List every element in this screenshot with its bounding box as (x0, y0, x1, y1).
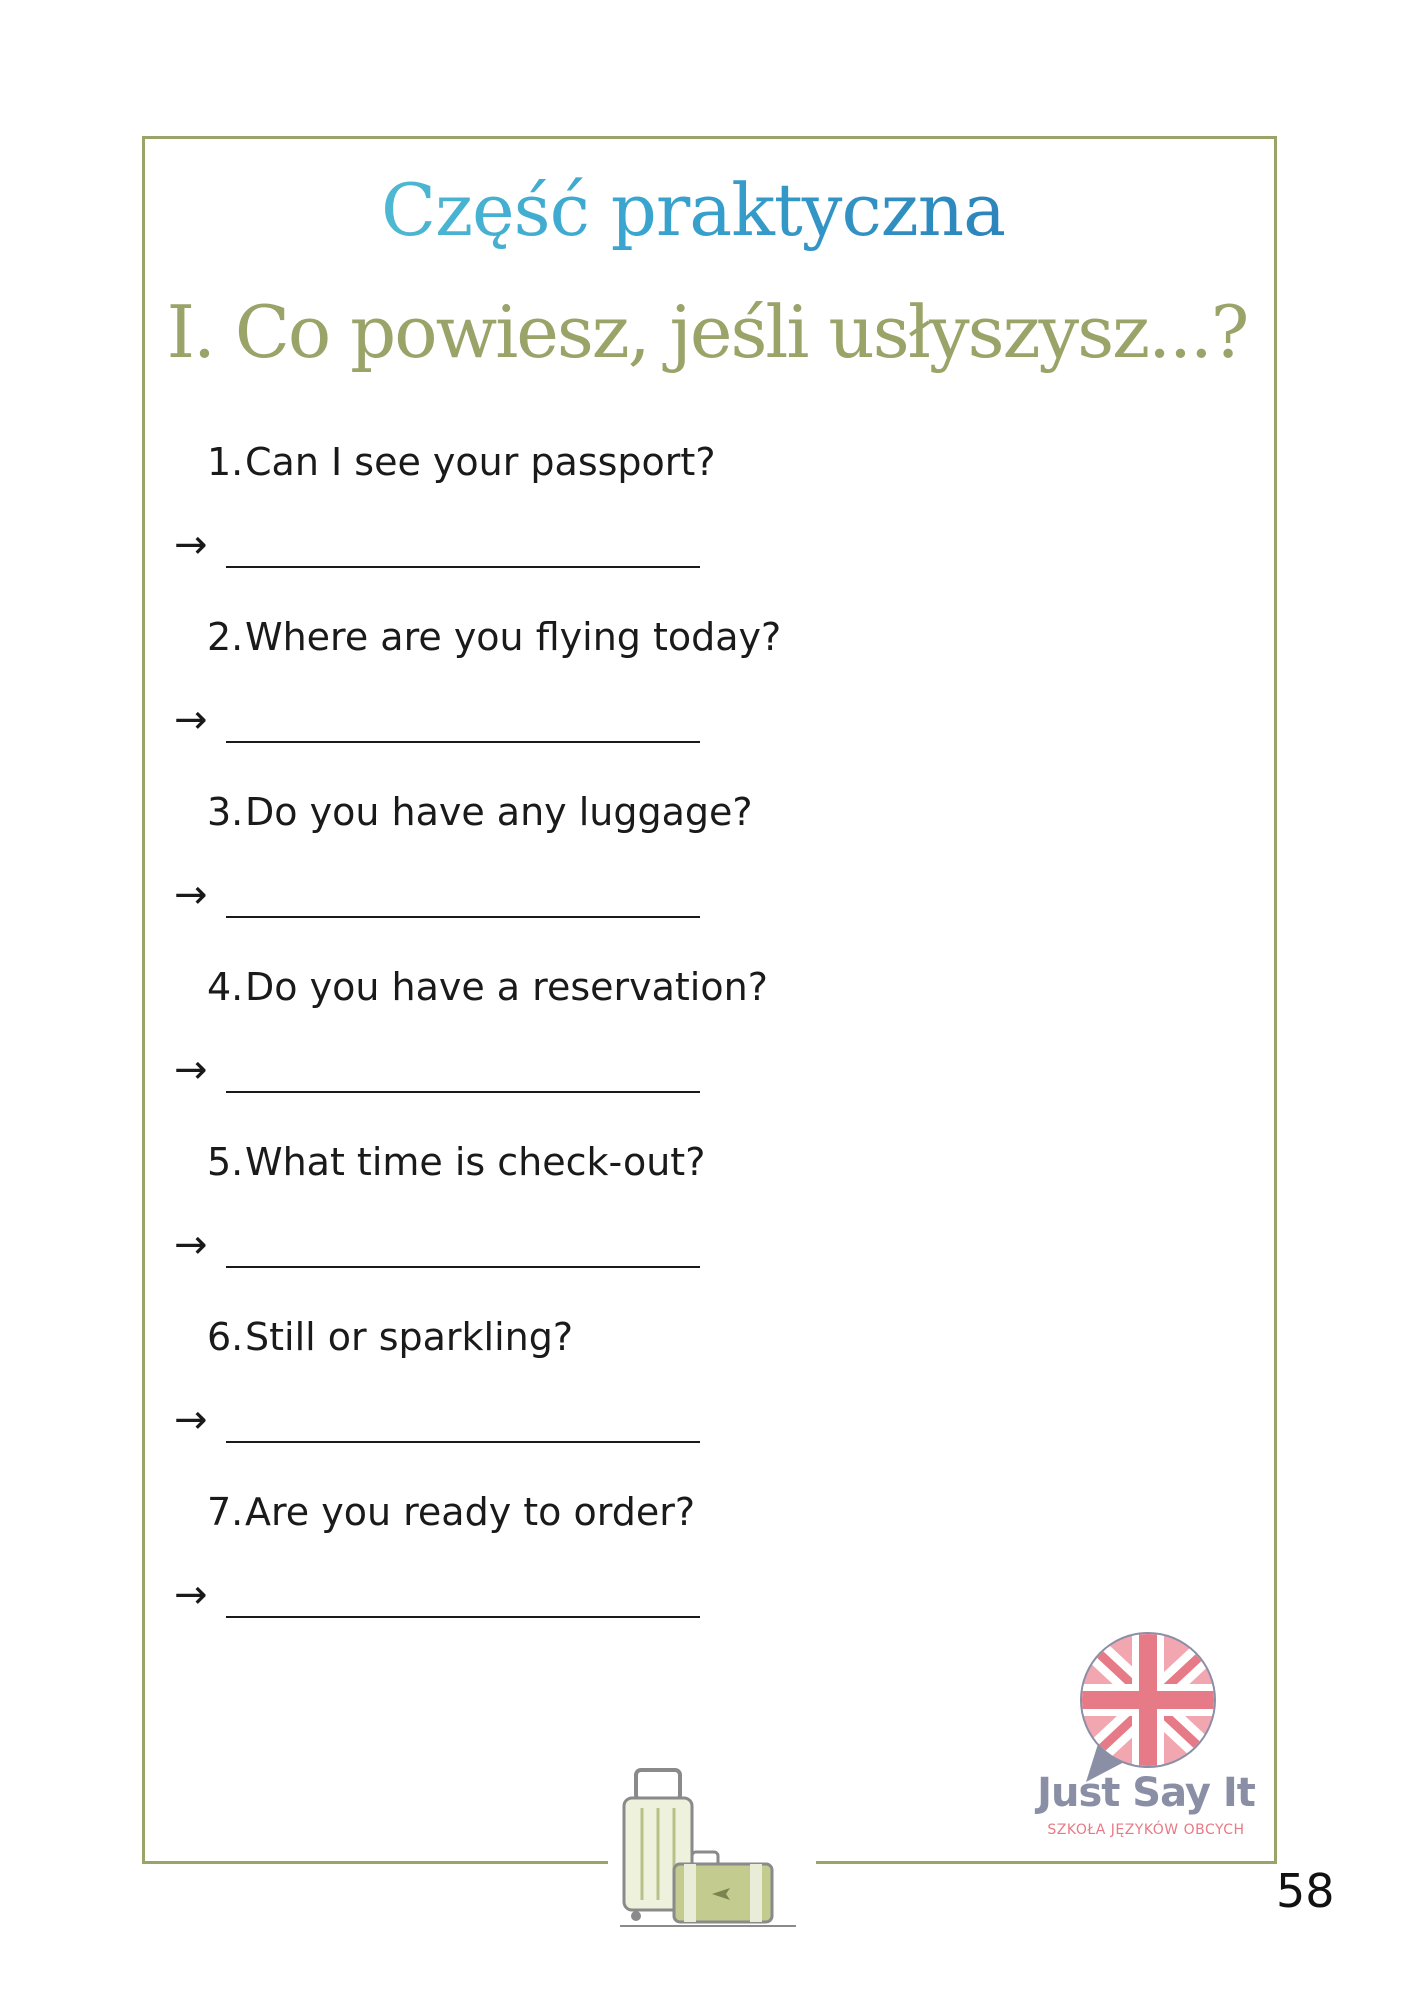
answer-line[interactable] (226, 741, 700, 743)
question-number: 3. (207, 790, 244, 834)
luggage-icon (620, 1768, 796, 1928)
question-1 (207, 440, 716, 484)
question-text: Do you have a reservation? (245, 965, 768, 1009)
question-4 (207, 965, 768, 1009)
arrow-icon: → (174, 697, 208, 743)
arrow-icon: → (174, 1047, 208, 1093)
answer-line[interactable] (226, 1441, 700, 1443)
question-7 (207, 1490, 695, 1534)
answer-line[interactable] (226, 1266, 700, 1268)
answer-1[interactable] (174, 522, 208, 568)
arrow-icon: → (174, 1397, 208, 1443)
question-text: Do you have any luggage? (245, 790, 753, 834)
arrow-icon: → (174, 1572, 208, 1618)
question-text: What time is check-out? (245, 1140, 706, 1184)
answer-7[interactable] (174, 1572, 208, 1618)
question-text: Still or sparkling? (245, 1315, 574, 1359)
arrow-icon: → (174, 522, 208, 568)
question-number: 2. (207, 615, 244, 659)
exercise-heading: I. Co powiesz, jeśli usłyszysz...? (166, 290, 1248, 374)
answer-line[interactable] (226, 566, 700, 568)
question-text: Are you ready to order? (245, 1490, 696, 1534)
question-text: Can I see your passport? (245, 440, 716, 484)
question-2 (207, 615, 781, 659)
answer-line[interactable] (226, 1091, 700, 1093)
question-3 (207, 790, 753, 834)
question-number: 5. (207, 1140, 244, 1184)
answer-line[interactable] (226, 916, 700, 918)
answer-4[interactable] (174, 1047, 208, 1093)
question-5 (207, 1140, 705, 1184)
question-number: 6. (207, 1315, 244, 1359)
answer-3[interactable] (174, 872, 208, 918)
page-title: Część praktyczna (0, 168, 1386, 252)
arrow-icon: → (174, 1222, 208, 1268)
question-number: 7. (207, 1490, 244, 1534)
answer-6[interactable] (174, 1397, 208, 1443)
page-number: 58 (1276, 1864, 1335, 1918)
logo-tagline: SZKOŁA JĘZYKÓW OBCYCH (1047, 1822, 1245, 1838)
question-number: 1. (207, 440, 244, 484)
answer-line[interactable] (226, 1616, 700, 1618)
question-6 (207, 1315, 573, 1359)
question-number: 4. (207, 965, 244, 1009)
question-text: Where are you flying today? (245, 615, 782, 659)
logo-wordmark: Just Say It (1037, 1770, 1255, 1816)
arrow-icon: → (174, 872, 208, 918)
answer-5[interactable] (174, 1222, 208, 1268)
answer-2[interactable] (174, 697, 208, 743)
